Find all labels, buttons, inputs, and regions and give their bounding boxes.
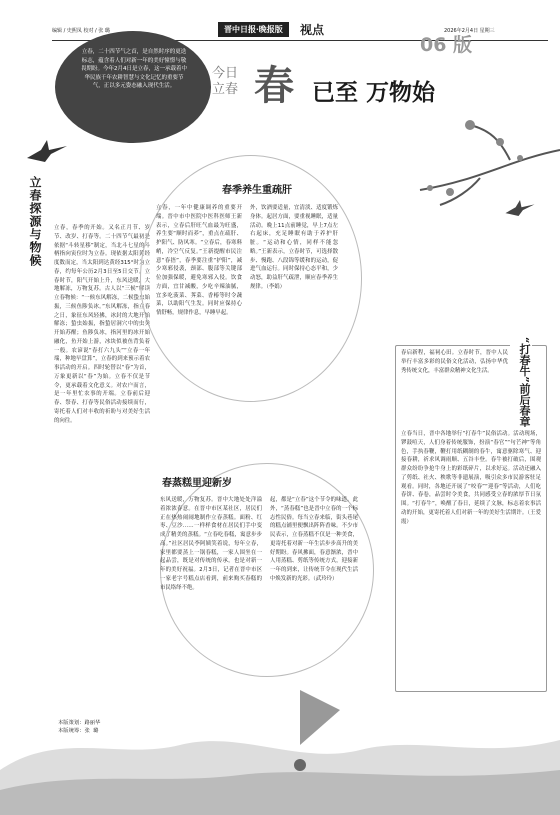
swallow-icon xyxy=(505,200,535,216)
right-article-title: “打春牛”前后春章 xyxy=(510,335,532,429)
swallow-icon xyxy=(27,140,67,162)
intro-text: 立春，二十四节气之首，是自然时序的更迭标志，蕴含着人们对新一年的美好憧憬与敬畏期盼。今年2月4日是立春，这一承载着中华民族千年农耕智慧与文化记忆的重要节气，正以多元姿态融入现代生活。 xyxy=(81,49,187,90)
section-name: 视点 xyxy=(300,23,325,37)
newspaper-logo: 晋中日报·晚报版 xyxy=(218,22,289,37)
landscape-decoration xyxy=(0,690,560,815)
center-article-col2: 外，饮酒要适量，宜清淡、适度锻炼身体。起居方面，要重视睡眠，适量活动。晚上11点前睡觉，早上7点左右起床，充足睡眠有助于养护肝脏。“运动和心情，同样不能忽略。”王新表示，立春时节，可选择散步、慢跑、八段锦等缓和的运动，促进气血运行。同时保持心态平和，少动怒，助益肝气疏泄，顺应春季养生规律。（李娟） xyxy=(250,205,338,290)
right-article-body: 立春当日，晋中各地举行“打春牛”民俗活动。活动现场，锣鼓喧天，人们身着传统服饰，扮演“春官”“句芒神”等角色，手执春鞭，鞭打用纸糊制的春牛，寓意驱除寒气、迎接春耕，祈求风调雨顺、五谷丰登。春牛被打破后，围观群众纷纷争抢牛身上的彩纸碎片，以求好运。活动还融入了剪纸、社火、秧歌等非遗展演，吸引众多市民游客驻足观看。同时，各地还开展了“咬春”“迎春”等活动，人们吃春饼、春卷，品尝时令美食，共同感受立春的浓厚节日氛围。“打春牛”，唤醒了春日，延续了文脉，标志着农事活动的开始，更寄托着人们对新一年的美好生活期许。（王爱霞） xyxy=(401,431,541,525)
headline-title: 已至 万物始 xyxy=(312,79,436,106)
plum-branch-decoration xyxy=(360,90,560,210)
left-article-title: 立春探源与物候 xyxy=(28,176,42,267)
center-article-title: 春季养生重疏肝 xyxy=(222,185,292,196)
page-number: 06 版 xyxy=(420,34,473,56)
issue-date: 2026年2月4日 星期三 xyxy=(444,28,495,34)
headline-kicker: 今日 立春 xyxy=(211,66,238,97)
lower-article-col2: 起，都是“立春”这个节令的味道。此外，“蒸春糕”也是晋中立春的一个标志性民俗。每当立春来临，街头巷尾的糕点铺里便飘出阵阵香味。不少市民表示，立春蒸糕不仅是一种美食，更寄托着对新一年生活步步高升的美好期盼。春风拂面，春意渐浓，晋中人用蒸糕、剪纸等传统方式，迎接新一年的到来，让传统节令在现代生活中焕发新的光彩。（武玲玲） xyxy=(270,497,358,582)
right-article-intro: 春启新程，福祠心田。立春时节，晋中人民举行丰富多彩的民俗文化活动，弘扬中华优秀传统文化，丰富群众精神文化生活。 xyxy=(401,350,508,374)
lower-article-col1: 东风送暖，万物复苏。晋中大地处处洋溢着浓浓春意。在晋中市区某社区，居民们正在热热闹闹地制作立春蒸糕。面粉、红枣、豆沙……一样样食材在居民们手中变成了精美的蒸糕。“立春吃春糕，寓意步步高。”社区居民李阿姨笑着说，每年立春，家里都要蒸上一锅春糕，一家人围坐在一起品尝，既是对传统的传承，也是对新一年的美好祝福。2月3日，记者在晋中市区一家老字号糕点店看到，前来购买春糕的市民络绎不绝。 xyxy=(160,497,262,591)
editor-credits: 编辑 / 史熙凤 校对 / 张 璐 xyxy=(52,28,110,34)
headline-big-char: 春 xyxy=(254,62,294,109)
left-article-body: 立春，春季的开始。又名正月节、岁节、改岁、打春等。二十四节气最初是依据“斗转星移”制定，当北斗七星的斗柄指向寅位时为立春。现依据太阳黄经度数而定，当太阳到达黄经315°时为立春，约每年公历2月3日至5日交节。立春时节，阳气开始上升，东风送暖，大地解冻，万物复苏。古人以“三候”解读立春物候：“一候东风解冻，二候蛰虫始振，三候鱼陟负冰。”东风解冻，指立春之日，象征东风轻拂，冰封的大地开始解冻；蛰虫始振，指蛰居洞穴中的虫类开始苏醒；鱼陟负冰，指河里的冰开始融化，鱼开始上游，冰块似被鱼背负着一般。农谚说“春打六九头”“立春一年端，种地早盘算”，立春的到来预示着农事活动的开启。四时轮替以“春”为首，万象更新以“春”为始。立春不仅是节令，更承载着文化意义。对农户而言，是一年里忙农事的开端。立春前后迎春、祭春、打春等民俗活动接续而行，寄托着人们对丰收的祈盼与对美好生活的向往。 xyxy=(54,225,150,424)
center-article-col1: 立春，一年中健康调养的重要开端。晋中市中医院中医科医师王新表示，立春后肝旺气血最为旺盛，养生要“顺时而养”，重点在疏肝、护阳气、防风寒。“立春后，春寒料峭，冷空气反复。”王新提醒市民注意“春捂”，春季要注重“护阳”，减少寒邪侵袭，颈部、腹部等关键部位加强保暖，避免寒邪入侵。饮食方面，宜甘减酸，少吃辛辣油腻，宜多吃菠菜、荠菜、香椿等时令蔬菜，以助阳气生发。同时应保持心情舒畅，规律作息，早睡早起。 xyxy=(156,205,242,316)
lower-article-title: 春蒸糕里迎新岁 xyxy=(162,478,232,489)
planning-credits: 本版策划：路丽华 本版统筹：张 璐 xyxy=(58,720,101,734)
